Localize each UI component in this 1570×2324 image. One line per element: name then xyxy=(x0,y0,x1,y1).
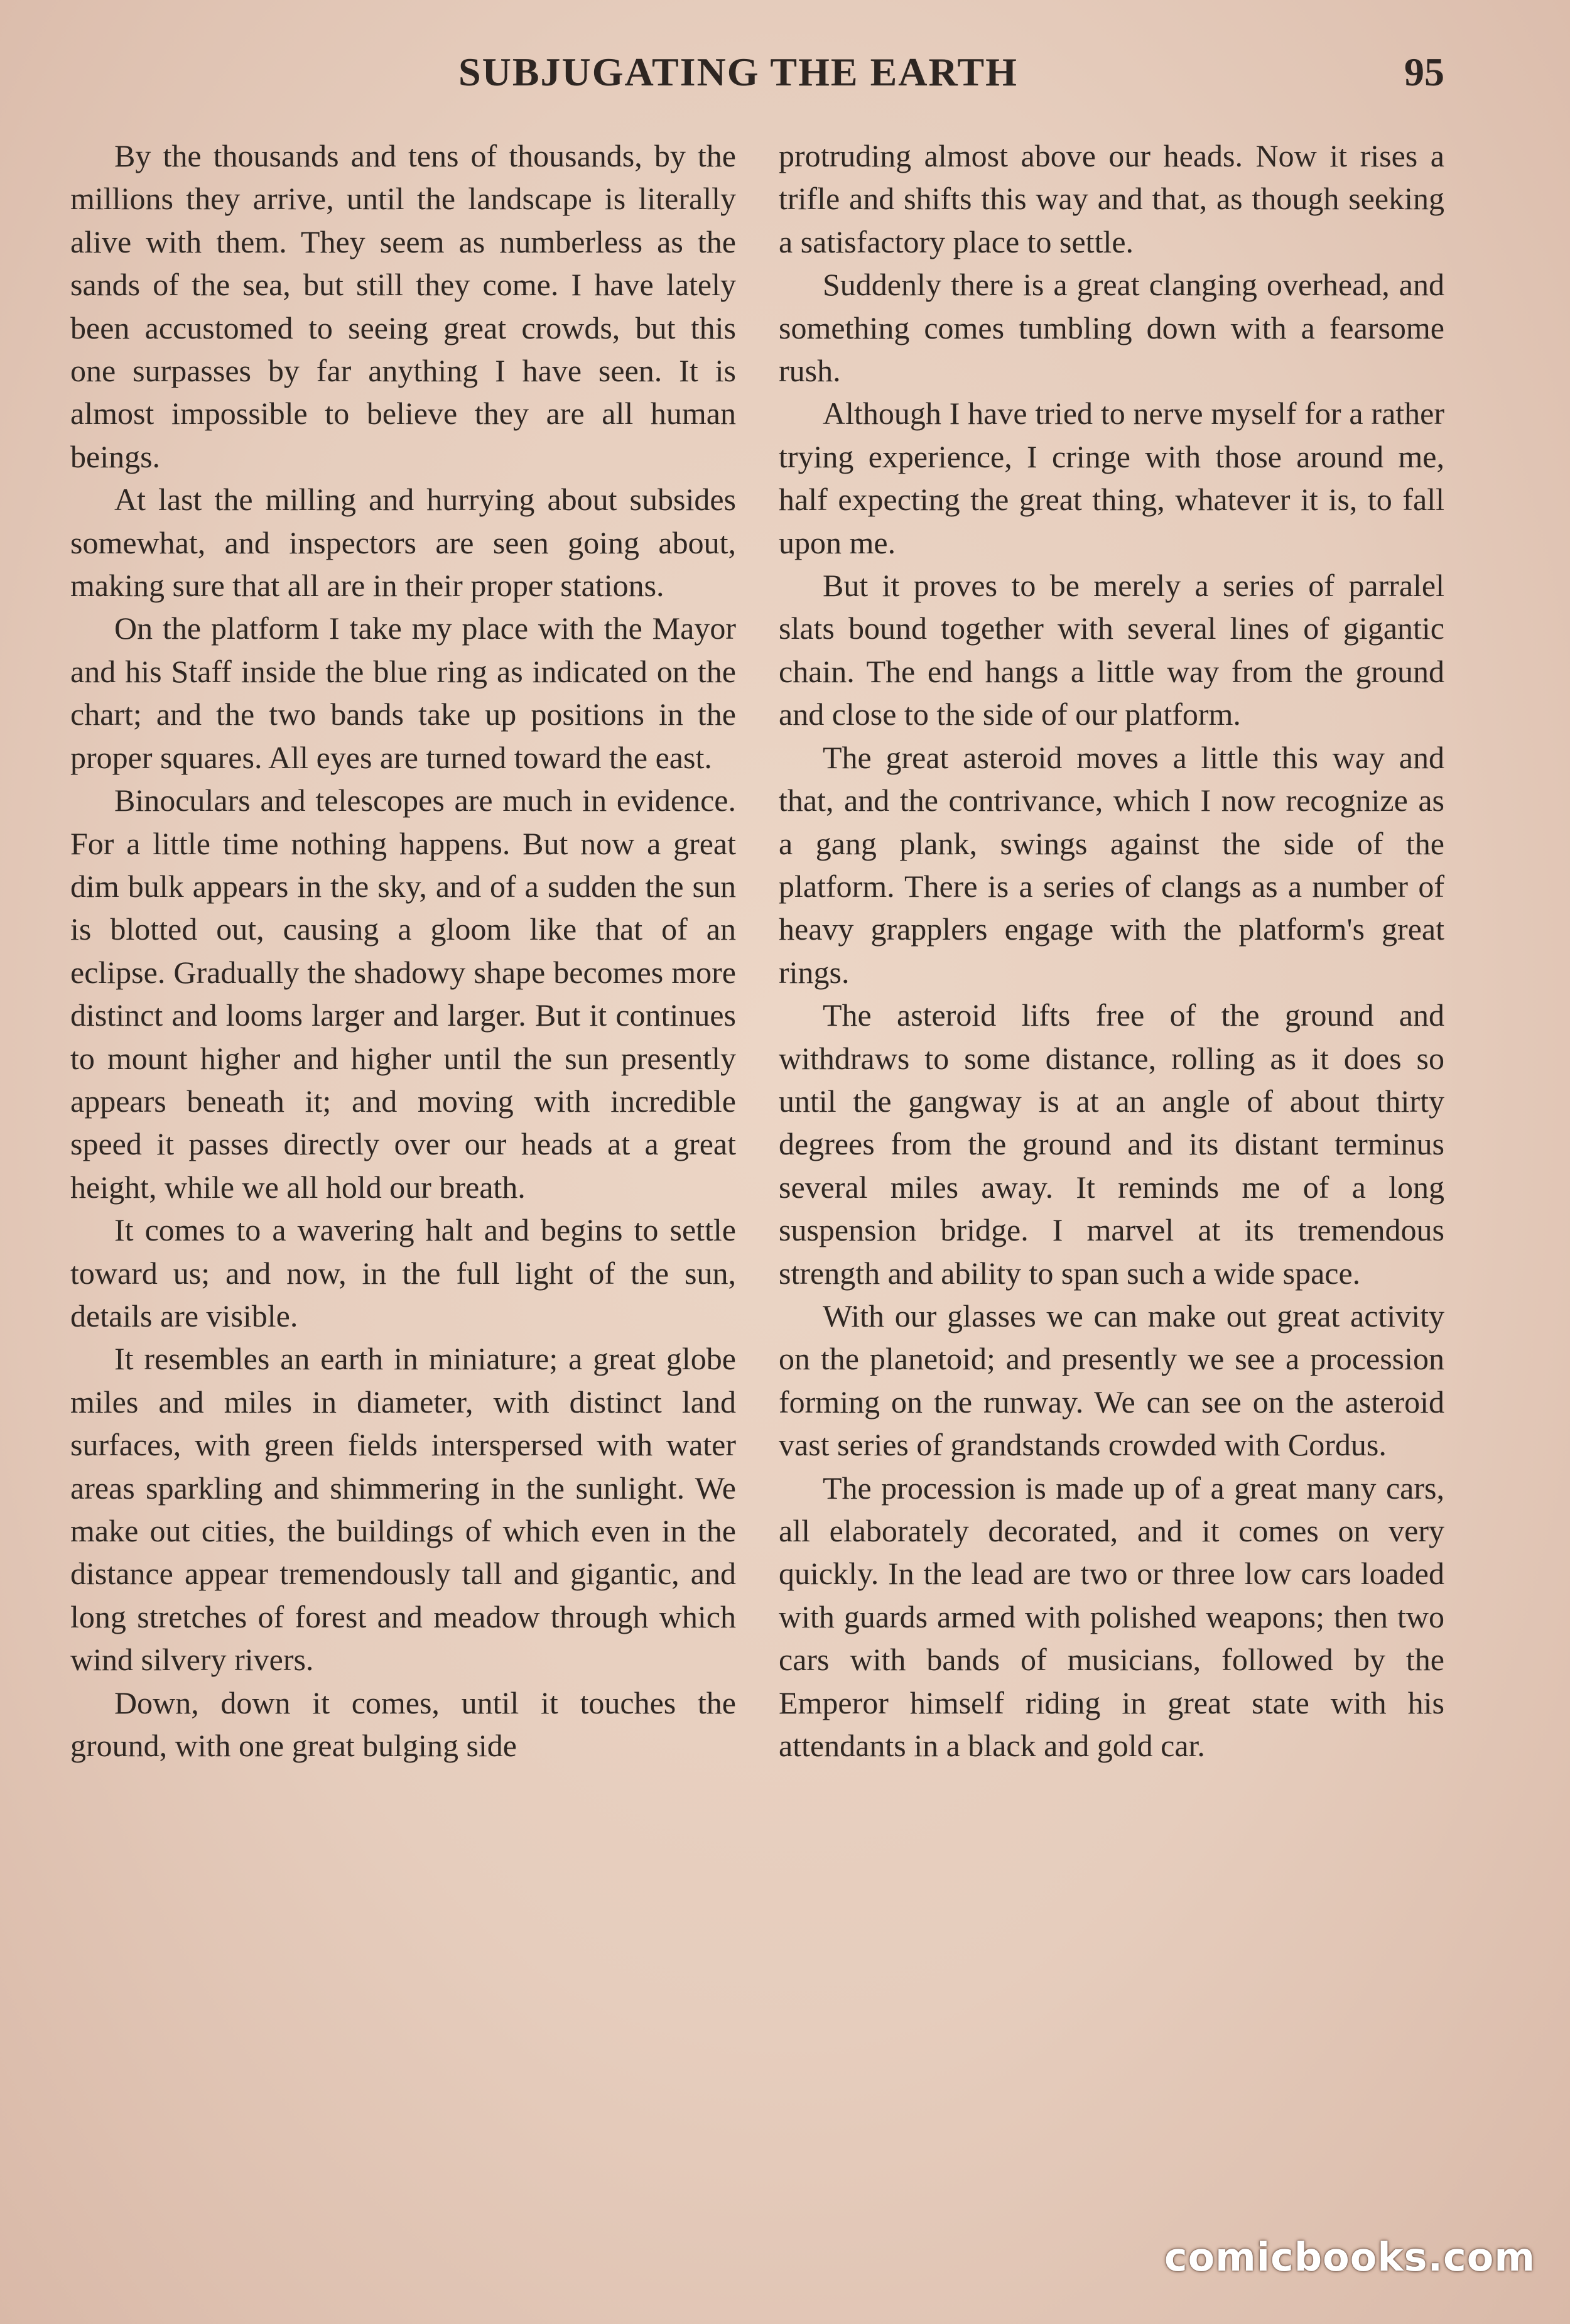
left-text-column xyxy=(70,134,736,1767)
paragraph: At last the milling and hurrying about subsides somewhat, and inspectors are seen going about, making sure that all are in their proper stations. xyxy=(70,482,736,604)
paragraph: Suddenly there is a great clanging overhead, and something comes tumbling down with a fearsome rush. xyxy=(779,267,1444,389)
page-header xyxy=(0,44,1570,113)
paragraph: The great asteroid moves a little this way and that, and the contrivance, which I now recognize as a gang plank, swings against the side of the platform. There is a series of clangs as a number of heavy grapplers engage with the platform's great rings. xyxy=(779,739,1444,990)
site-watermark: comicbooks.com xyxy=(1164,2234,1535,2280)
paragraph: Down, down it comes, until it touches the ground, with one great bulging side xyxy=(70,1685,736,1764)
paragraph: The procession is made up of a great many cars, all elaborately decorated, and it comes on very quickly. In the lead are two or three low cars loaded with guards armed with polished weapons; then two cars with bands of musicians, followed by the Emperor himself riding in great state with his attendants in a black and gold car. xyxy=(779,1470,1444,1764)
paragraph: Binoculars and telescopes are much in evidence. For a little time nothing happens. But now a great dim bulk appears in the sky, and of a sudden the sun is blotted out, causing a gloom like that of an eclipse. Gradually the shadowy shape becomes more distinct and looms larger and larger. But it continues to mount higher and higher until the sun presently appears beneath it; and moving with incredible speed it passes directly over our heads at a great height, while we all hold our breath. xyxy=(70,783,736,1205)
paragraph: It comes to a wavering halt and begins to settle toward us; and now, in the full light of the sun, details are visible. xyxy=(70,1212,736,1333)
paragraph: protruding almost above our heads. Now it rises a trifle and shifts this way and that, as though seeking a satisfactory place to settle. xyxy=(779,138,1444,259)
right-text-column xyxy=(779,134,1444,1767)
paragraph: The asteroid lifts free of the ground and withdraws to some distance, rolling as it does so until the gangway is at an angle of about thirty degrees from the ground and its distant terminus several miles away. It reminds me of a long suspension bridge. I marvel at its tremendous strength and ability to span such a wide space. xyxy=(779,997,1444,1291)
paragraph: But it proves to be merely a series of parralel slats bound together with several lines of gigantic chain. The end hangs a little way from the ground and close to the side of our platform. xyxy=(779,568,1444,732)
running-title: SUBJUGATING THE EARTH xyxy=(458,50,1018,94)
page-number: 95 xyxy=(1404,50,1444,94)
paragraph: Although I have tried to nerve myself for a rather trying experience, I cringe with those around me, half expecting the great thing, whatever it is, to fall upon me. xyxy=(779,396,1444,560)
paragraph: By the thousands and tens of thousands, by the millions they arrive, until the landscape is literally alive with them. They seem as numberless as the sands of the sea, but still they come. I have lately been accustomed to seeing great crowds, but this one surpasses by far anything I have seen. It is almost impossible to believe they are all human beings. xyxy=(70,138,736,474)
paragraph: With our glasses we can make out great activity on the planetoid; and presently we see a procession forming on the runway. We can see on the asteroid vast series of grandstands crowded with Cordus. xyxy=(779,1298,1444,1463)
paragraph: On the platform I take my place with the Mayor and his Staff inside the blue ring as indicated on the chart; and the two bands take up positions in the proper squares. All eyes are turned toward the east. xyxy=(70,611,736,775)
paragraph: It resembles an earth in miniature; a great globe miles and miles in diameter, with distinct land surfaces, with green fields interspersed with water areas sparkling and shimmering in the sunlight. We make out cities, the buildings of which even in the distance appear tremendously tall and gigantic, and long stretches of forest and meadow through which wind silvery rivers. xyxy=(70,1341,736,1678)
